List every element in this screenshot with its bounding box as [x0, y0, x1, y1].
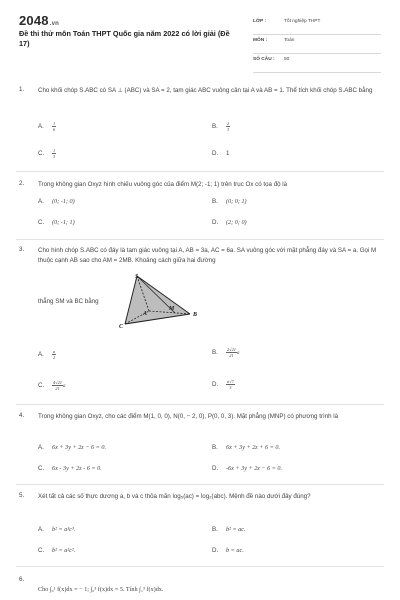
option-d[interactable]	[212, 150, 229, 162]
divider	[16, 404, 384, 405]
label-b: B	[193, 312, 198, 318]
question-number: 1.	[19, 86, 25, 93]
option-label: D.	[212, 150, 219, 157]
option-d[interactable]	[212, 547, 244, 559]
option-value: b² = a²c².	[52, 547, 76, 554]
fraction: $\frac{2}{3}$	[227, 121, 230, 132]
logo-text: 2048	[19, 13, 49, 28]
option-tail: a	[237, 351, 240, 357]
option-label: C.	[38, 150, 45, 158]
fraction: $\frac{1}{6}$	[53, 121, 56, 132]
option-label: C.	[38, 547, 45, 554]
option-d[interactable]	[212, 465, 282, 477]
pyramid-figure	[115, 274, 215, 330]
option-label: A.	[38, 526, 44, 533]
document-title: Đề thi thử môn Toán THPT Quốc gia năm 2022 có lời giải (Đề 17)	[19, 29, 230, 48]
meta-row-grade	[253, 16, 381, 35]
option-label: A.	[38, 123, 44, 131]
question-number: 3.	[19, 246, 25, 253]
option-tail: a	[63, 384, 66, 390]
question-number: 2.	[19, 180, 25, 187]
fraction: $\frac{a√7}{3}$	[227, 379, 234, 390]
option-value: b = ac.	[226, 547, 244, 554]
fraction: $\frac{a}{2}$	[53, 349, 56, 360]
option-a[interactable]	[38, 198, 75, 210]
meta-key: MÔN :	[253, 38, 268, 43]
option-b[interactable]	[212, 198, 247, 210]
option-b[interactable]	[212, 444, 280, 456]
option-value: b² = a³c³.	[52, 526, 76, 533]
option-label: C.	[38, 382, 45, 390]
option-b[interactable]	[212, 121, 230, 133]
meta-row-count	[253, 54, 381, 73]
meta-table	[253, 16, 381, 73]
option-value: 6x - 3y + 2z - 6 = 0.	[52, 465, 102, 472]
option-label: B.	[212, 349, 218, 357]
question-number: 5.	[19, 492, 25, 499]
option-label: D.	[212, 465, 219, 472]
divider	[16, 239, 384, 240]
option-c[interactable]	[38, 219, 75, 231]
option-b[interactable]	[212, 526, 246, 538]
option-value: (0; 0; 1)	[226, 198, 247, 205]
option-value: 6x + 3y + 2z + 6 = 0.	[226, 444, 280, 451]
question-text: Cho khối chóp S.ABC có SA ⊥ (ABC) và SA = 2, tam giác ABC vuông cân tại A và AB = 1. Thể tích khối chóp S.ABC bằng	[38, 87, 373, 94]
option-value: (0; -1; 0)	[52, 198, 75, 205]
option-label: B.	[212, 444, 218, 451]
option-value: 6x + 3y + 2z − 6 = 0.	[52, 444, 106, 451]
meta-key: LỚP :	[253, 19, 267, 24]
option-label: D.	[212, 381, 219, 389]
option-label: B.	[212, 198, 218, 205]
option-c[interactable]	[38, 547, 75, 559]
option-c[interactable]	[38, 380, 66, 392]
site-logo[interactable]	[19, 13, 59, 28]
option-value: -6x + 3y + 2z − 6 = 0.	[226, 465, 283, 472]
option-value: (2; 0; 0)	[226, 219, 247, 226]
option-label: C.	[38, 465, 45, 472]
logo-suffix: .vn	[49, 21, 60, 27]
option-a[interactable]	[38, 349, 56, 361]
question-number: 6.	[19, 576, 25, 583]
option-label: A.	[38, 444, 44, 451]
meta-key: SỐ CÂU :	[253, 57, 275, 62]
option-value: 1	[226, 150, 230, 157]
divider	[16, 566, 384, 567]
fraction: $\frac{4√21}{21}$	[53, 380, 62, 391]
question-text: Xét tất cả các số thực dương a, b và c thỏa mãn log₅(ac) = log₂(abc). Mệnh đề nào dưới đây đúng?	[38, 493, 311, 500]
meta-value: Toán	[284, 38, 295, 43]
option-label: A.	[38, 351, 44, 359]
question-text: Trong không gian Oxyz, cho các điểm M(1, 0, 0), N(0, − 2, 0), P(0, 0, 3). Mặt phẳng (MNP) có phương trình là	[38, 413, 339, 420]
option-a[interactable]	[38, 526, 75, 538]
question-text: Trong không gian Oxyz hình chiếu vuông góc của điểm M(2; -1; 1) trên trục Ox có tọa độ là	[38, 181, 288, 188]
option-b[interactable]	[212, 347, 240, 359]
label-c: C	[119, 324, 124, 330]
option-label: A.	[38, 198, 44, 205]
divider	[16, 171, 384, 172]
option-d[interactable]	[212, 379, 235, 391]
option-d[interactable]	[212, 219, 247, 231]
label-a: A	[143, 311, 148, 317]
option-label: D.	[212, 547, 219, 554]
option-label: B.	[212, 123, 218, 131]
question-text: Cho hình chóp S.ABC có đáy là tam giác vuông tại A, AB = 3a, AC = 6a. SA vuông góc với mặt phẳng đáy và SA = a. Gọi M thuộc cạnh AB sao cho AM = 2MB. Khoảng cách giữa hai đường	[38, 247, 377, 264]
question-text-continuation: thẳng SM và BC bằng	[38, 298, 99, 305]
option-label: D.	[212, 219, 219, 226]
option-label: B.	[212, 526, 218, 533]
option-value: b² = ac.	[226, 526, 246, 533]
option-c[interactable]	[38, 148, 56, 160]
option-a[interactable]	[38, 444, 106, 456]
option-c[interactable]	[38, 465, 102, 477]
fraction: $\frac{1}{3}$	[53, 148, 56, 159]
option-a[interactable]	[38, 121, 56, 133]
meta-row-subject	[253, 35, 381, 54]
option-value: (0; -1; 1)	[52, 219, 75, 226]
meta-value: Tốt nghiệp THPT	[284, 19, 321, 24]
question-text: Cho ∫₀¹ f(x)dx = − 1; ∫₀³ f(x)dx = 5. Tính ∫₁³ f(x)dx.	[38, 586, 164, 593]
meta-value: 50	[284, 57, 290, 62]
label-m: M	[169, 306, 175, 312]
fraction: $\frac{2√21}{21}$	[227, 347, 236, 358]
question-number: 4.	[19, 412, 25, 419]
label-s: S	[135, 274, 139, 280]
divider	[16, 484, 384, 485]
option-label: C.	[38, 219, 45, 226]
